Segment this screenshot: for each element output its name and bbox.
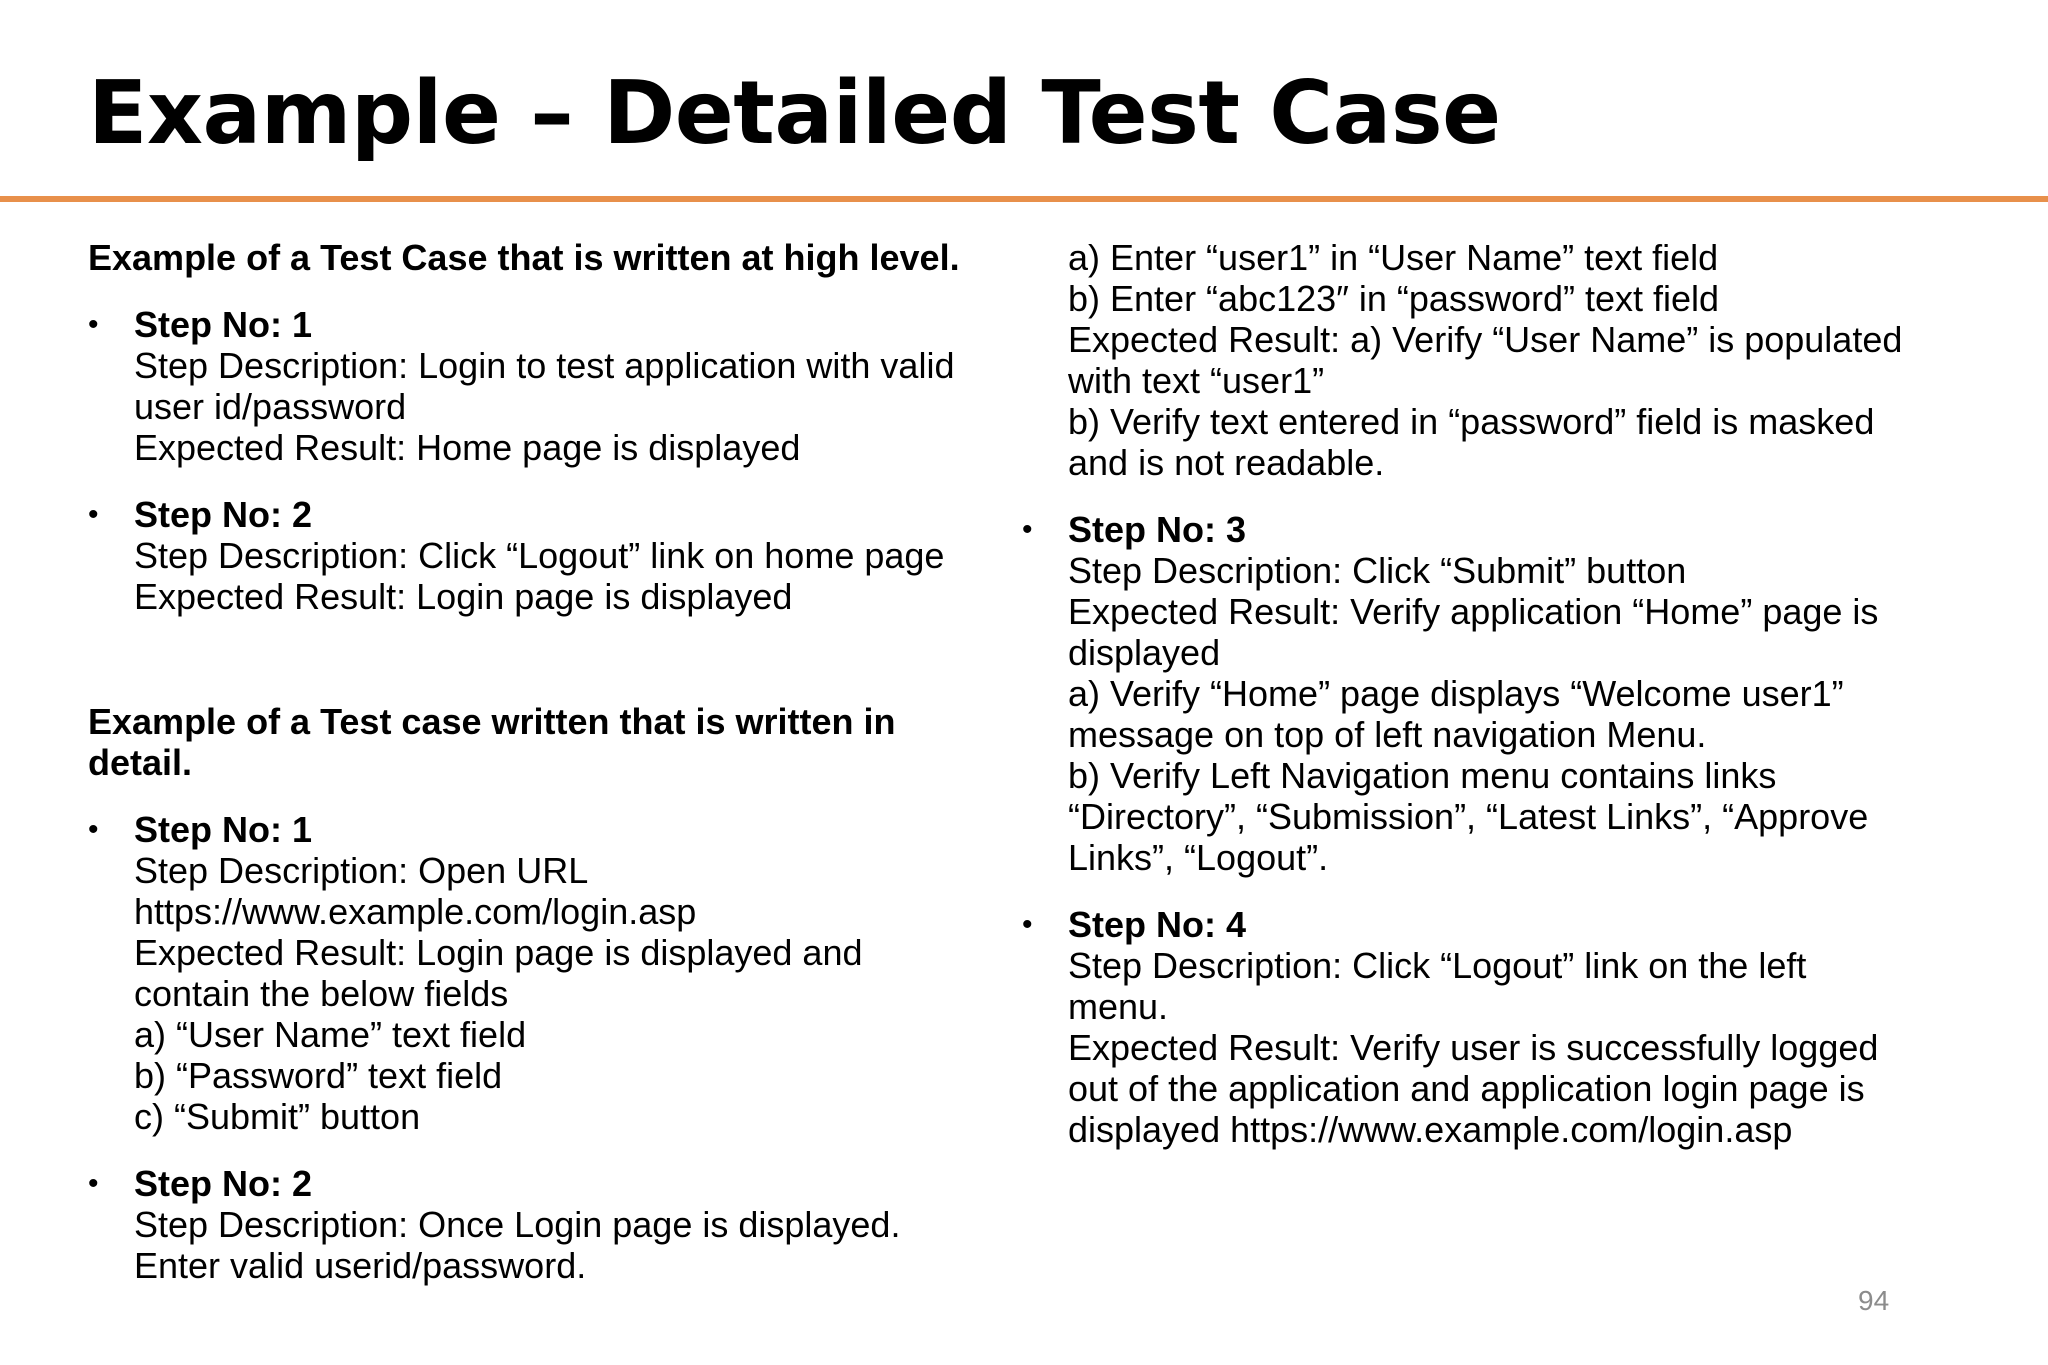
step-line: Step Description: Open URL (134, 850, 589, 891)
step-line: Step Description: Click “Submit” button (1068, 550, 1687, 591)
detail-step-2-continuation (1022, 237, 1982, 483)
detail-step-3 (1022, 509, 1982, 878)
bullet-icon: • (88, 813, 99, 846)
bullet-icon: • (88, 498, 99, 531)
step-line: displayed (1068, 632, 1221, 673)
step-line: b) “Password” text field (134, 1055, 503, 1096)
bullet-icon: • (1022, 513, 1033, 546)
detail-heading-line: Example of a Test case written that is written in (88, 701, 896, 742)
section-spacer (88, 617, 1038, 701)
step-line: user id/password (134, 386, 407, 427)
step-line: Step Description: Login to test application with valid (134, 345, 955, 386)
step-title: Step No: 1 (134, 304, 313, 345)
step-line: a) Verify “Home” page displays “Welcome user1” (1068, 673, 1844, 714)
continuation-line: and is not readable. (1068, 442, 1385, 483)
detail-step-4 (1022, 904, 1982, 1150)
step-title: Step No: 2 (134, 1163, 313, 1204)
right-column (1022, 237, 1982, 1150)
continuation-line: a) Enter “user1” in “User Name” text field (1068, 237, 1719, 278)
step-line: a) “User Name” text field (134, 1014, 527, 1055)
page-number: 94 (1858, 1285, 1890, 1316)
step-line: Expected Result: Verify user is successfully logged (1068, 1027, 1879, 1068)
slide-title: Example – Detailed Test Case (88, 62, 1501, 164)
step-line: Expected Result: Verify application “Home” page is (1068, 591, 1879, 632)
step-line: menu. (1068, 986, 1169, 1027)
step-line: Expected Result: Login page is displayed and (134, 932, 863, 973)
step-line: https://www.example.com/login.asp (134, 891, 697, 932)
step-title: Step No: 1 (134, 809, 313, 850)
bullet-icon: • (88, 308, 99, 341)
step-line: out of the application and application login page is (1068, 1068, 1865, 1109)
left-column (88, 237, 1038, 1286)
detail-heading-line: detail. (88, 742, 193, 783)
high-level-step-1 (88, 304, 1038, 468)
bullet-icon: • (1022, 908, 1033, 941)
detail-step-2 (88, 1163, 1038, 1286)
detail-step-1 (88, 809, 1038, 1137)
step-line: displayed https://www.example.com/login.asp (1068, 1109, 1793, 1150)
step-title: Step No: 3 (1068, 509, 1247, 550)
step-line: message on top of left navigation Menu. (1068, 714, 1707, 755)
continuation-line: Expected Result: a) Verify “User Name” is populated (1068, 319, 1903, 360)
step-line: c) “Submit” button (134, 1096, 421, 1137)
continuation-line: b) Enter “abc123″ in “password” text field (1068, 278, 1720, 319)
step-line: Step Description: Once Login page is displayed. (134, 1204, 901, 1245)
step-line: Links”, “Logout”. (1068, 837, 1329, 878)
high-level-heading: Example of a Test Case that is written at high level. (88, 237, 960, 278)
continuation-line: b) Verify text entered in “password” field is masked (1068, 401, 1875, 442)
step-line: contain the below fields (134, 973, 509, 1014)
step-line: Expected Result: Login page is displayed (134, 576, 793, 617)
continuation-line: with text “user1” (1068, 360, 1325, 401)
step-line: Step Description: Click “Logout” link on home page (134, 535, 945, 576)
step-line: Step Description: Click “Logout” link on the left (1068, 945, 1807, 986)
detail-heading (88, 701, 1038, 783)
step-line: Enter valid userid/password. (134, 1245, 587, 1286)
step-line: b) Verify Left Navigation menu contains links (1068, 755, 1777, 796)
step-title: Step No: 4 (1068, 904, 1247, 945)
high-level-step-2 (88, 494, 1038, 617)
bullet-icon: • (88, 1167, 99, 1200)
title-divider (0, 196, 2048, 202)
step-line: “Directory”, “Submission”, “Latest Links”, “Approve (1068, 796, 1869, 837)
step-line: Expected Result: Home page is displayed (134, 427, 801, 468)
step-title: Step No: 2 (134, 494, 313, 535)
